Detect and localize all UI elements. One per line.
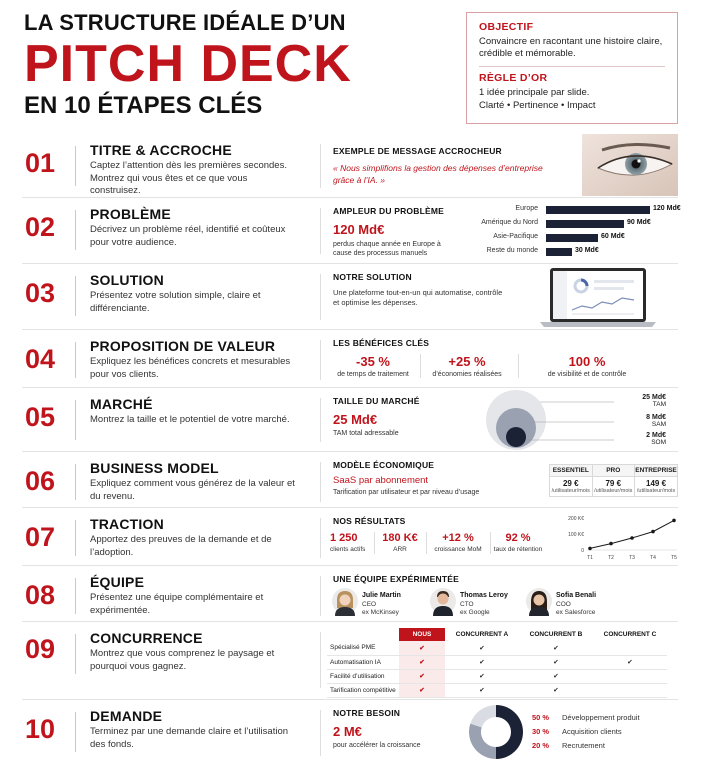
col-competitor-b: CONCURRENT B — [529, 631, 583, 638]
need-value: 2 M€ — [333, 724, 362, 739]
rule-keywords: Clarté • Pertinence • Impact — [479, 100, 596, 111]
benefit-stat: -35 % de temps de traitement — [337, 354, 409, 378]
bar-label: Amérique du Nord — [481, 219, 538, 226]
bar-label: Reste du monde — [486, 247, 538, 254]
step-desc: Expliquez les bénéfices concrets et mesurables pour vos clients. — [90, 356, 291, 380]
step-title: MARCHÉ — [90, 396, 153, 412]
bar — [546, 248, 572, 256]
laptop-illustration — [536, 266, 660, 335]
need-caption: NOTRE BESOIN — [333, 708, 401, 718]
bar-value-label: 30 Md€ — [575, 247, 599, 254]
step-row-08 — [22, 566, 678, 622]
legend-item — [532, 738, 682, 752]
solution-note: Une plateforme tout-en-un qui automatise, contrôle et optimise les dépenses. — [333, 288, 503, 307]
legend-item — [532, 710, 682, 724]
step-number: 05 — [25, 402, 56, 432]
step-row-02 — [22, 198, 681, 264]
benefit-stat: +25 % d’économies réalisées — [432, 354, 502, 378]
legend-label: Recrutement — [562, 740, 605, 750]
bar-value-label: 60 Md€ — [601, 233, 625, 240]
data-point — [588, 547, 592, 551]
sam-label: 8 Md€ SAM — [646, 414, 666, 428]
step-number: 03 — [25, 278, 56, 308]
x-tick-label: T1 — [587, 555, 593, 561]
bar-label: Europe — [515, 205, 538, 212]
series-line — [590, 520, 674, 548]
table-row: Spécialisé PME ✔ ✔ ✔ — [327, 641, 667, 655]
avatar — [332, 588, 358, 616]
table-row: Tarification compétitive ✔ ✔ ✔ — [327, 683, 667, 697]
title-line-1: LA STRUCTURE IDÉALE D’UN — [24, 10, 346, 35]
step-row-04 — [22, 330, 678, 388]
step-row-01 — [22, 134, 678, 198]
tam-label: 25 Md€ TAM — [642, 394, 666, 408]
legend-pct: 20 % — [532, 740, 550, 750]
example-quote: « Nous simplifions la gestion des dépenses d’entreprise grâce à l’IA. » — [333, 163, 543, 185]
benefits-caption: LES BÉNÉFICES CLÉS — [333, 338, 430, 348]
step-row-09 — [22, 622, 678, 700]
y-tick-label: 100 K€ — [568, 532, 584, 538]
eye-photo — [582, 134, 678, 196]
bar — [546, 220, 624, 228]
step-desc: Terminez par une demande claire et l’utilisation des fonds. — [90, 726, 289, 750]
step-number: 04 — [25, 344, 56, 374]
data-point — [672, 519, 676, 523]
page-header — [24, 10, 454, 120]
legend-label: Acquisition clients — [562, 726, 622, 736]
need-note: pour accélérer la croissance — [333, 742, 421, 749]
step-number: 09 — [25, 634, 56, 664]
donut-slice — [470, 705, 496, 727]
bar-row — [462, 246, 678, 260]
step-row-10 — [22, 700, 678, 766]
avatar — [526, 588, 552, 616]
step-number: 02 — [25, 212, 56, 242]
problem-value: 120 Md€ — [333, 222, 385, 237]
problem-bar-chart — [462, 204, 681, 260]
competition-table — [327, 628, 667, 698]
bar — [546, 206, 650, 214]
market-value: 25 Md€ — [333, 412, 378, 427]
traction-stat: 92 % taux de rétention — [493, 532, 543, 553]
legend-pct: 30 % — [532, 726, 550, 736]
benefit-stat: 100 % de visibilité et de contrôle — [547, 354, 627, 378]
x-tick-label: T5 — [671, 555, 677, 561]
step-desc: Expliquez comment vous générez de la valeur et du revenu. — [90, 478, 295, 502]
step-desc: Captez l’attention dès les premières secondes. Montrez qui vous êtes et ce que vous construisez. — [90, 160, 287, 196]
traction-line-chart — [562, 512, 680, 562]
y-tick-label: 200 K€ — [568, 516, 584, 522]
bar-row — [462, 218, 678, 232]
market-note: TAM total adressable — [333, 430, 399, 437]
avatar — [430, 588, 456, 616]
legend-pct: 50 % — [532, 712, 550, 722]
step-desc: Montrez que vous comprenez le paysage et pourquoi vous gagnez. — [90, 648, 275, 672]
objective-text: Convaincre en racontant une histoire claire, crédible et mémorable. — [479, 36, 663, 59]
title-line-2: PITCH DECK — [24, 35, 352, 93]
bar — [546, 234, 598, 242]
market-caption: TAILLE DU MARCHÉ — [333, 396, 420, 406]
bar-row — [462, 204, 681, 218]
donut-slice — [496, 705, 523, 759]
table-row: Automatisation IA ✔ ✔ ✔ ✔ — [327, 655, 667, 669]
step-number: 07 — [25, 522, 56, 552]
data-point — [609, 542, 613, 546]
team-member: Julie Martin CEO ex McKinsey — [332, 588, 358, 621]
traction-stat: 1 250 clients actifs — [330, 532, 366, 553]
pricing-table: ESSENTIEL PRO ENTREPRISE 29 € /utilisateur/mois 79 € /utilisateur/mois 149 € /utilisateur/mois — [549, 464, 678, 497]
step-title: BUSINESS MODEL — [90, 460, 219, 476]
problem-caption: AMPLEUR DU PROBLÈME — [333, 206, 444, 216]
step-title: DEMANDE — [90, 708, 163, 724]
data-point — [651, 530, 655, 534]
step-desc: Présentez une équipe complémentaire et expérimentée. — [90, 592, 264, 616]
step-row-05 — [22, 388, 678, 452]
step-number: 01 — [25, 148, 56, 178]
solution-caption: NOTRE SOLUTION — [333, 272, 412, 282]
x-tick-label: T3 — [629, 555, 635, 561]
example-caption: EXEMPLE DE MESSAGE ACCROCHEUR — [333, 146, 502, 156]
traction-stat: +12 % croissance MoM — [434, 532, 482, 553]
traction-stat: 180 K€ ARR — [382, 532, 418, 553]
model-value: SaaS par abonnement — [333, 475, 429, 486]
step-title: TRACTION — [90, 516, 164, 532]
legend-item — [532, 724, 682, 738]
table-row: Facilité d’utilisation ✔ ✔ ✔ — [327, 669, 667, 683]
step-row-06 — [22, 452, 678, 508]
bar-label: Asie-Pacifique — [493, 233, 538, 240]
bar-value-label: 90 Md€ — [627, 219, 651, 226]
step-number: 10 — [25, 714, 56, 744]
step-title: PROBLÈME — [90, 206, 171, 222]
col-competitor-a: CONCURRENT A — [455, 631, 509, 638]
step-number: 06 — [25, 466, 56, 496]
som-label: 2 Md€ SOM — [646, 432, 666, 446]
team-member: Sofia Benali COO ex Salesforce — [526, 588, 552, 621]
funds-donut-chart — [468, 704, 524, 760]
step-desc: Décrivez un problème réel, identifié et coûteux pour votre audience. — [90, 224, 286, 248]
step-title: PROPOSITION DE VALEUR — [90, 338, 276, 354]
funds-legend — [532, 710, 682, 752]
step-desc: Présentez votre solution simple, claire et différenciante. — [90, 290, 261, 314]
step-desc: Montrez la taille et le potentiel de votre marché. — [90, 414, 290, 425]
legend-label: Développement produit — [562, 712, 640, 722]
step-title: TITRE & ACCROCHE — [90, 142, 232, 158]
y-tick-label: 0 — [581, 548, 584, 554]
data-point — [630, 536, 634, 540]
x-tick-label: T4 — [650, 555, 656, 561]
step-row-03 — [22, 264, 678, 330]
rule-title: RÈGLE D’OR — [479, 72, 548, 84]
model-caption: MODÈLE ÉCONOMIQUE — [333, 460, 435, 470]
model-note: Tarification par utilisateur et par niveau d’usage — [333, 489, 480, 496]
objective-box — [466, 12, 678, 124]
step-number: 08 — [25, 580, 56, 610]
bar-row — [462, 232, 678, 246]
x-tick-label: T2 — [608, 555, 614, 561]
step-title: SOLUTION — [90, 272, 164, 288]
step-title: CONCURRENCE — [90, 630, 203, 646]
step-title: ÉQUIPE — [90, 574, 145, 590]
problem-note: perdus chaque année en Europe à cause des processus manuels — [333, 241, 441, 257]
team-member: Thomas Leroy CTO ex Google — [430, 588, 456, 621]
col-us: NOUS — [399, 628, 445, 641]
col-competitor-c: CONCURRENT C — [603, 631, 657, 638]
team-caption: UNE ÉQUIPE EXPÉRIMENTÉE — [333, 574, 459, 584]
rule-text: 1 idée principale par slide. — [479, 87, 590, 98]
bar-value-label: 120 Md€ — [653, 205, 681, 212]
objective-title: OBJECTIF — [479, 21, 534, 33]
step-row-07 — [22, 508, 678, 566]
donut-slice — [469, 724, 496, 759]
title-line-3: EN 10 ÉTAPES CLÉS — [24, 92, 263, 119]
step-desc: Apportez des preuves de la demande et de l’adoption. — [90, 534, 272, 558]
results-caption: NOS RÉSULTATS — [333, 516, 406, 526]
